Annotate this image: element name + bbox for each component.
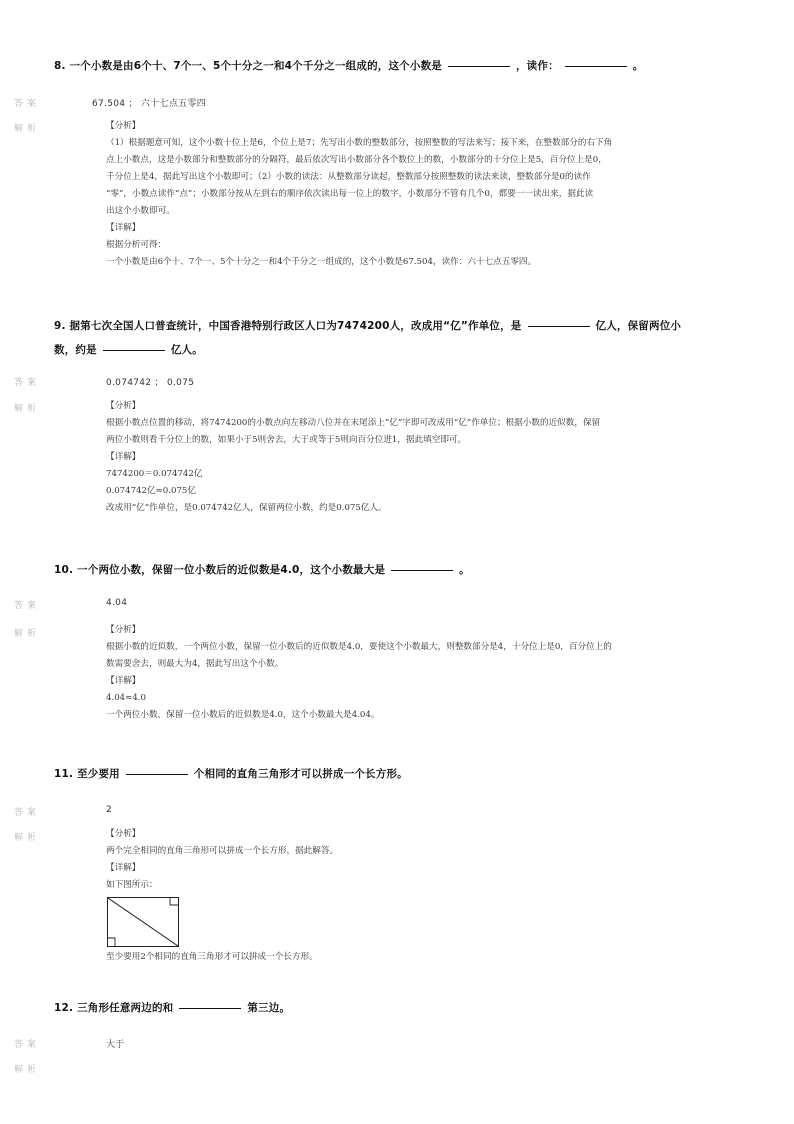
analysis-label: 解析	[14, 833, 41, 843]
right-angle-mark	[108, 938, 115, 946]
answer-label: 答案	[14, 808, 41, 818]
answer-value: 4.04	[106, 598, 128, 608]
question-11-stem: 11. 至少要用 个相同的直角三角形才可以拼成一个长方形。	[54, 762, 744, 786]
analysis-body: 【分析】 两个完全相同的直角三角形可以拼成一个长方形，据此解答。 【详解】 如下图所示： 至少要用2个相同的直角三角形才可以拼成一个长方形。	[106, 829, 339, 962]
question-8-stem: 8. 一个小数是由6个十、7个一、5个十分之一和4个千分之一组成的，这个小数是 ，读作： 。	[54, 54, 744, 78]
analysis-body: 【分析】 根据小数点位置的移动，将7474200的小数点向左移动八位并在末尾添上“亿”字即可改成用“亿”作单位；根据小数的近似数，保留 两位小数则看千分位上的数，如果小于5则舍去，大于或等于5则向百分位进1，据此填空即可。 【详解】 7474200＝0.074742亿 0.074742亿≈0.075亿 改成用“亿”作单位，是0.074742亿人，保留两位小数，约是0.075亿人。	[106, 401, 601, 513]
analysis-body: 【分析】 （1）根据题意可知，这个小数十位上是6，个位上是7；先写出小数的整数部分，按照整数的写法来写；接下来，在整数部分的右下角 点上小数点，这是小数部分和整数部分的分隔符，最后依次写出小数部分各个数位上的数，小数部分的十分位上是5，百分位上是0， 千分位上是4，据此写出这个小数即可；（2）小数的读法：从整数部分读起，整数部分按照整数的读法来读，整数部分是0的读作 “零”，小数点读作“点”；小数部分按从左到右的顺序依次读出每一位上的数字，小数部分不管有几个0，都要一一读出来，据此读 出这个小数即可。 【详解】 根据分析可得： 一个小数是由6个十、7个一、5个十分之一和4个千分之一组成的，这个小数是67.504，读作：六十七点五零四。	[106, 121, 613, 267]
rectangle-split-diagram	[107, 897, 179, 947]
analysis-label: 解析	[14, 629, 41, 639]
question-9-stem: 9. 据第七次全国人口普查统计，中国香港特别行政区人口为7474200人，改成用“亿”作单位，是 亿人，保留两位小 数，约是 亿人。	[54, 314, 744, 362]
answer-value: 67.504 ； 六十七点五零四	[92, 99, 207, 109]
answer-blank[interactable]	[126, 764, 188, 775]
right-angle-mark	[170, 898, 178, 905]
answer-label: 答案	[14, 1040, 41, 1050]
answer-value: 2	[106, 805, 113, 815]
question-12-stem: 12. 三角形任意两边的和 第三边。	[54, 996, 744, 1020]
rectangle-diagonal-figure	[108, 898, 178, 946]
answer-blank[interactable]	[448, 56, 510, 67]
answer-blank[interactable]	[179, 998, 241, 1009]
answer-label: 答案	[14, 378, 41, 388]
answer-label: 答案	[14, 99, 41, 109]
answer-blank[interactable]	[103, 340, 165, 351]
analysis-label: 解析	[14, 1065, 41, 1075]
answer-blank[interactable]	[565, 56, 627, 67]
answer-blank[interactable]	[528, 316, 590, 327]
diagonal-line	[108, 898, 178, 946]
analysis-label: 解析	[14, 124, 41, 134]
analysis-label: 解析	[14, 404, 41, 414]
answer-label: 答案	[14, 601, 41, 611]
answer-value: 大于	[106, 1040, 125, 1050]
answer-value: 0.074742 ； 0.075	[106, 378, 195, 388]
question-10-stem: 10. 一个两位小数，保留一位小数后的近似数是4.0，这个小数最大是 。	[54, 558, 744, 582]
answer-blank[interactable]	[391, 560, 453, 571]
analysis-body: 【分析】 根据小数的近似数，一个两位小数，保留一位小数后的近似数是4.0，要使这个小数最大，则整数部分是4，十分位上是0，百分位上的 数需要舍去，则最大为4，据此写出这个小数。 【详解】 4.04≈4.0 一个两位小数，保留一位小数后的近似数是4.0，这个小数最大是4.04。	[106, 625, 612, 720]
